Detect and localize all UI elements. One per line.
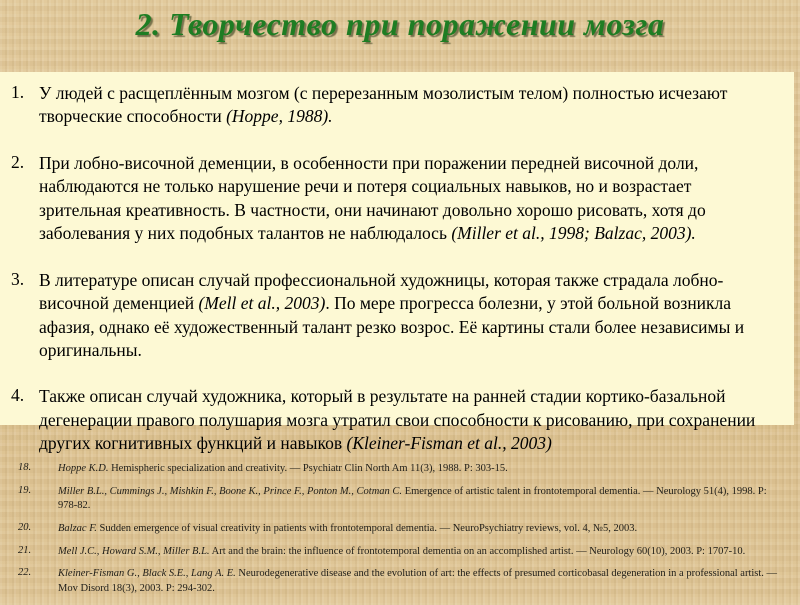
content-panel <box>0 72 794 454</box>
reference-text <box>58 522 800 537</box>
reference-number: 21. <box>18 544 32 556</box>
text-run: Также описан случай художника, который в результате на ранней стадии кортико-базальной дегенерации правого полушария мозга утратил свои способности к рисованию, при сохранении других когнитивных функций и навыков <box>39 386 756 454</box>
list-item-1 <box>0 82 774 129</box>
text-run: . По мере прогресса болезни, у этой больной возникла афазия, однако её художественный талант резко возрос. Её картины стали более независимы и оригинальны. <box>39 293 745 360</box>
list-item-text <box>39 269 774 363</box>
reference-number: 18. <box>18 462 32 473</box>
reference-text <box>58 567 800 596</box>
reference-item-21 <box>0 545 800 560</box>
reference-details: Art and the brain: the influence of frontotemporal dementia on an accomplished artist. — Neurology 60(10), 2003. P: 1707-10. <box>209 545 746 557</box>
list-item-text <box>39 385 774 455</box>
reference-authors: Balzac F. <box>58 523 97 535</box>
reference-text <box>58 485 800 514</box>
list-item-number: 4. <box>11 385 25 406</box>
citation-run: (Mell et al., 2003) <box>198 293 326 314</box>
reference-item-22 <box>0 567 800 596</box>
reference-authors: Mell J.C., Howard S.M., Miller B.L. <box>58 545 210 557</box>
list-item-2 <box>0 152 774 246</box>
reference-item-18 <box>0 462 800 477</box>
list-item-number: 1. <box>11 82 25 102</box>
reference-details: Emergence of artistic talent in frontotemporal dementia. — Neurology 51(4), 1998. P: 978-82. <box>58 485 767 512</box>
reference-item-19 <box>0 485 800 514</box>
reference-authors: Hoppe K.D. <box>58 463 109 474</box>
reference-text <box>58 545 800 560</box>
citation-run: (Kleiner-Fisman et al., 2003) <box>346 433 552 454</box>
text-run: У людей с расщеплённым мозгом (с перерезанным мозолистым телом) полностью исчезают творческие способности <box>39 83 728 127</box>
text-run: При лобно-височной деменции, в особенности при поражении передней височной доли, наблюдаются не только нарушение речи и потеря социальных навыков, но и возрастает зрительная креативность. В частности, они начинают довольно хорошо рисовать, хотя до заболевания у них подобных талантов не наблюдалось <box>39 152 706 244</box>
list-item-text <box>39 82 774 129</box>
slide-title: 2. Творчество при поражении мозга <box>135 6 665 42</box>
reference-number: 22. <box>18 567 32 579</box>
citation-run: (Miller et al., 1998; Balzac, 2003). <box>451 223 696 244</box>
list-item-4 <box>0 385 774 455</box>
citation-run: (Hoppe, 1988). <box>226 106 333 127</box>
reference-number: 19. <box>18 484 32 496</box>
reference-details: Sudden emergence of visual creativity in patients with frontotemporal dementia. — NeuroPsychiatry reviews, vol. 4, №5, 2003. <box>96 523 638 535</box>
reference-number: 20. <box>18 522 32 534</box>
reference-details: Neurodegenerative disease and the evolution of art: the effects of presumed corticobasal degeneration in a professional artist. — Mov Disord 18(3), 2003. P: 294-302. <box>58 568 778 595</box>
reference-text <box>58 462 800 477</box>
list-item-text <box>39 152 774 246</box>
text-run: В литературе описан случай профессиональной художницы, которая также страдала лобно-височной деменцией <box>39 269 724 314</box>
reference-details: Hemispheric specialization and creativity. — Psychiatr Clin North Am 11(3), 1988. P: 303-15. <box>108 463 508 474</box>
reference-authors: Miller B.L., Cummings J., Mishkin F., Boone K., Prince F., Ponton M., Cotman C. <box>58 485 403 497</box>
list-item-3 <box>0 269 774 363</box>
reference-authors: Kleiner-Fisman G., Black S.E., Lang A. E. <box>58 568 236 580</box>
reference-item-20 <box>0 522 800 537</box>
references-section <box>0 462 800 605</box>
list-item-number: 3. <box>11 268 25 289</box>
list-item-number: 2. <box>11 151 25 172</box>
